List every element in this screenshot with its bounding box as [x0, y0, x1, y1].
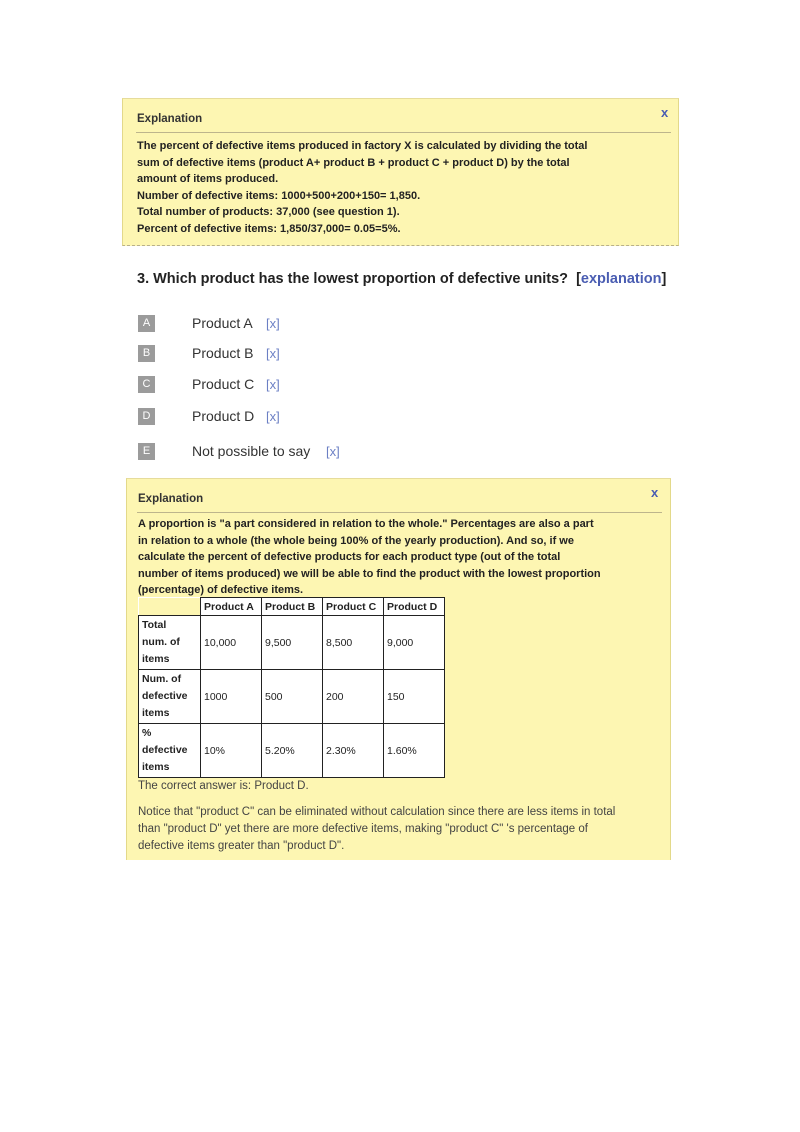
panel-2-line: number of items produced) we will be able to find the product with the lowest proportion	[138, 567, 601, 580]
close-icon[interactable]: x	[661, 105, 669, 120]
option-letter-d[interactable]: D	[138, 408, 155, 425]
question-title	[137, 271, 666, 287]
option-label-b[interactable]: Product B	[192, 345, 254, 361]
table-cell: 500	[262, 670, 323, 724]
option-letter-c[interactable]: C	[138, 376, 155, 393]
row-header-line: Num. of	[142, 673, 182, 685]
table-corner-cell	[139, 598, 201, 616]
row-header-line: %	[142, 727, 152, 739]
eliminate-option-b-button[interactable]: [x]	[266, 346, 280, 361]
table-header: Product D	[384, 598, 445, 616]
panel-2-line: in relation to a whole (the whole being 100% of the yearly production). And so, if we	[138, 534, 574, 547]
explanation-link[interactable]: explanation	[580, 271, 662, 287]
option-letter-a[interactable]: A	[138, 315, 155, 332]
explanation-link-open: [	[576, 271, 581, 287]
table-cell: 5.20%	[262, 724, 323, 778]
panel-2-line: (percentage) of defective items.	[138, 584, 304, 596]
table-cell: 200	[323, 670, 384, 724]
eliminate-option-d-button[interactable]: [x]	[266, 409, 280, 424]
row-header	[139, 724, 201, 778]
panel-2-divider	[137, 512, 662, 513]
table-row	[139, 724, 445, 778]
option-label-a[interactable]: Product A	[192, 315, 253, 331]
table-cell: 8,500	[323, 616, 384, 670]
panel-1-line: sum of defective items (product A+ product B + product C + product D) by the total	[137, 156, 570, 169]
panel-1-line: Number of defective items: 1000+500+200+150= 1,850.	[137, 189, 421, 202]
notice-line: than "product D" yet there are more defective items, making "product C" 's percentage of	[138, 823, 588, 835]
table-cell: 1.60%	[384, 724, 445, 778]
option-letter-e[interactable]: E	[138, 443, 155, 460]
explanation-link-close: ]	[661, 271, 667, 287]
eliminate-option-c-button[interactable]: [x]	[266, 377, 280, 392]
table-cell: 9,500	[262, 616, 323, 670]
row-header-line: defective	[142, 744, 188, 756]
option-label-e[interactable]: Not possible to say	[192, 443, 311, 459]
row-header	[139, 616, 201, 670]
table-cell: 9,000	[384, 616, 445, 670]
table-cell: 150	[384, 670, 445, 724]
close-icon[interactable]: x	[651, 485, 659, 500]
eliminate-option-e-button[interactable]: [x]	[326, 444, 340, 459]
panel-1-line: Percent of defective items: 1,850/37,000= 0.05=5%.	[137, 222, 401, 235]
row-header-line: Total	[142, 619, 167, 631]
panel-2-text	[138, 516, 601, 599]
table-cell: 10,000	[201, 616, 262, 670]
notice-line: Notice that "product C" can be eliminated without calculation since there are less items in total	[138, 806, 616, 818]
table-header: Product C	[323, 598, 384, 616]
correct-answer	[138, 778, 309, 795]
notice-line: defective items greater than "product D".	[138, 840, 345, 852]
panel-2-line: A proportion is "a part considered in relation to the whole." Percentages are also a part	[138, 518, 594, 530]
table-cell: 2.30%	[323, 724, 384, 778]
row-header-line: num. of	[142, 636, 180, 648]
explanation-panel-1	[122, 98, 679, 246]
table-cell: 1000	[201, 670, 262, 724]
row-header-line: defective	[142, 690, 188, 702]
table-header-row	[139, 598, 445, 616]
row-header-line: items	[142, 761, 170, 773]
panel-1-line: amount of items produced.	[137, 173, 279, 185]
row-header-line: items	[142, 707, 170, 719]
panel-1-text	[137, 138, 587, 237]
panel-1-title: Explanation	[137, 113, 203, 125]
option-letter-b[interactable]: B	[138, 345, 155, 362]
table-row	[139, 670, 445, 724]
option-label-c[interactable]: Product C	[192, 376, 255, 392]
panel-1-divider	[136, 132, 671, 133]
row-header-line: items	[142, 653, 170, 665]
panel-1-line: The percent of defective items produced in factory X is calculated by dividing the total	[137, 140, 588, 152]
table-cell: 10%	[201, 724, 262, 778]
table-header: Product B	[262, 598, 323, 616]
correct-answer-text: The correct answer is: Product D.	[138, 780, 309, 792]
question-text: 3. Which product has the lowest proportion of defective units?	[137, 271, 568, 287]
panel-2-title: Explanation	[138, 493, 204, 505]
eliminate-option-a-button[interactable]: [x]	[266, 316, 280, 331]
defective-items-table	[138, 597, 445, 778]
row-header	[139, 670, 201, 724]
option-label-d[interactable]: Product D	[192, 408, 255, 424]
panel-2-line: calculate the percent of defective products for each product type (out of the total	[138, 551, 561, 563]
notice-text	[138, 804, 615, 855]
panel-1-line: Total number of products: 37,000 (see question 1).	[137, 206, 400, 218]
table-header: Product A	[201, 598, 262, 616]
table-row	[139, 616, 445, 670]
